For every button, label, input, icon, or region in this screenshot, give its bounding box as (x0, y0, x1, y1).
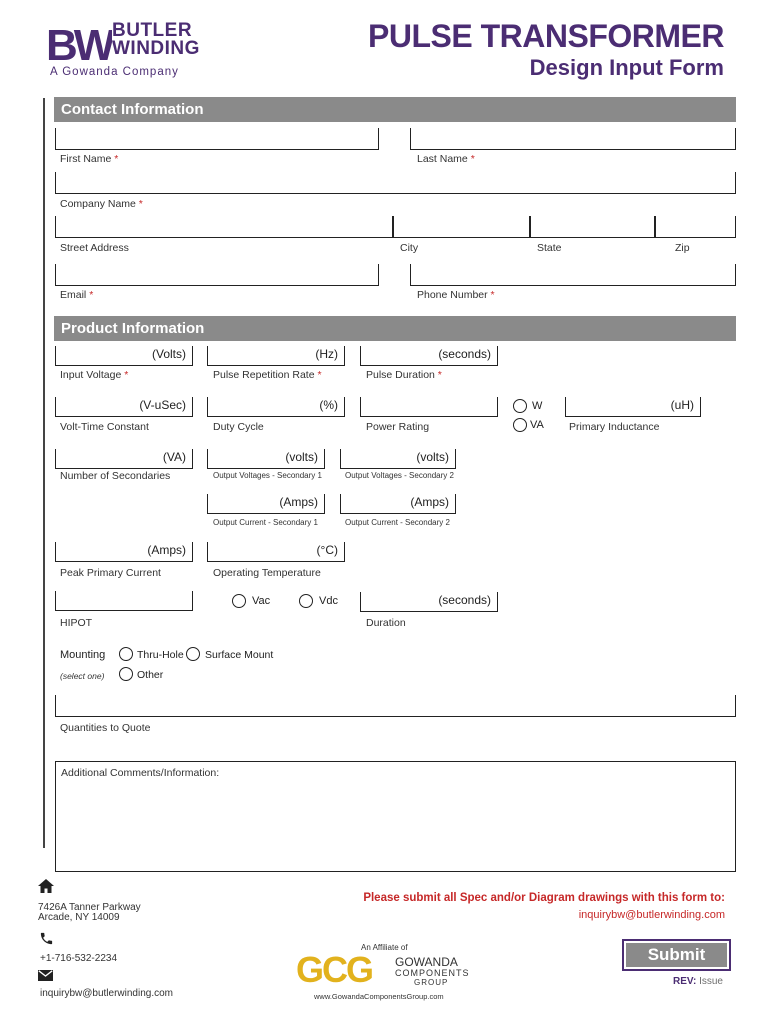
power-w-radio[interactable] (513, 399, 527, 413)
street-address-field[interactable] (55, 216, 393, 238)
city-label: City (400, 242, 419, 254)
power-va-radio[interactable] (513, 418, 527, 432)
power-w-label: W (532, 400, 543, 412)
gcg-logo (296, 949, 476, 992)
state-field[interactable] (530, 216, 655, 238)
last-name-label: Last Name * (417, 153, 475, 165)
mounting-other-radio[interactable] (119, 667, 133, 681)
envelope-icon (38, 970, 53, 981)
power-rating-field[interactable] (360, 397, 498, 417)
power-rating-label: Power Rating (366, 421, 430, 433)
duration-label: Duration (366, 617, 406, 629)
gcg-line3: GROUP (414, 978, 449, 987)
butler-winding-logo (46, 18, 200, 80)
duty-cycle-label: Duty Cycle (213, 421, 264, 433)
pulse-repetition-rate-field[interactable]: (Hz) (207, 346, 345, 366)
submit-email-link[interactable]: inquirybw@butlerwinding.com (578, 909, 725, 921)
revision-label: REV: Issue (672, 976, 723, 987)
mounting-thru-hole-radio[interactable] (119, 647, 133, 661)
input-voltage-field[interactable]: (Volts) (55, 346, 193, 366)
svg-text:BW: BW (46, 21, 112, 66)
first-name-label: First Name * (60, 153, 119, 165)
mounting-label: Mounting (60, 649, 106, 661)
quantities-label: Quantities to Quote (60, 722, 151, 734)
company-name-label: Company Name * (60, 198, 143, 210)
pulse-duration-field[interactable]: (seconds) (360, 346, 498, 366)
operating-temperature-field[interactable]: (°C) (207, 542, 345, 562)
zip-label: Zip (675, 242, 690, 254)
affiliate-label: An Affiliate of (361, 943, 408, 952)
output-voltage-sec2-field[interactable]: (volts) (340, 449, 456, 469)
city-field[interactable] (393, 216, 530, 238)
mounting-other-label: Other (137, 669, 164, 681)
zip-field[interactable] (655, 216, 736, 238)
footer-phone: +1-716-532-2234 (40, 953, 118, 964)
output-current-sec2-field[interactable]: (Amps) (340, 494, 456, 514)
gcg-line2: COMPONENTS (395, 968, 470, 978)
last-name-field[interactable] (410, 128, 736, 150)
hipot-vac-label: Vac (252, 595, 271, 607)
hipot-field[interactable] (55, 591, 193, 611)
duty-cycle-field[interactable]: (%) (207, 397, 345, 417)
output-current-sec1-label: Output Current - Secondary 1 (213, 518, 318, 527)
product-section-heading: Product Information (54, 316, 736, 341)
logo-line1: BUTLER (112, 20, 193, 41)
comments-label: Additional Comments/Information: (61, 767, 220, 779)
mounting-thru-hole-label: Thru-Hole (137, 649, 184, 661)
state-label: State (537, 242, 562, 254)
hipot-vac-radio[interactable] (232, 594, 246, 608)
primary-inductance-field[interactable]: (uH) (565, 397, 701, 417)
home-icon (38, 879, 54, 893)
phone-icon (39, 931, 54, 946)
power-va-label: VA (530, 419, 544, 431)
volt-time-constant-field[interactable]: (V-uSec) (55, 397, 193, 417)
output-current-sec2-label: Output Current - Secondary 2 (345, 518, 450, 527)
output-voltage-sec1-label: Output Voltages - Secondary 1 (213, 471, 322, 480)
phone-number-field[interactable] (410, 264, 736, 286)
hipot-vdc-radio[interactable] (299, 594, 313, 608)
submit-button[interactable] (622, 939, 731, 971)
hipot-vdc-label: Vdc (319, 595, 338, 607)
logo-line2: WINDING (112, 38, 200, 59)
number-of-secondaries-field[interactable]: (VA) (55, 449, 193, 469)
page-title: PULSE TRANSFORMER (368, 18, 724, 54)
gcg-url[interactable]: www.GowandaComponentsGroup.com (314, 992, 444, 1001)
output-voltage-sec2-label: Output Voltages - Secondary 2 (345, 471, 454, 480)
gcg-letters: GCG (296, 949, 373, 990)
volt-time-constant-label: Volt-Time Constant (60, 421, 149, 433)
email-field[interactable] (55, 264, 379, 286)
address-line2: Arcade, NY 14009 (38, 912, 120, 923)
mounting-surface-mount-label: Surface Mount (205, 649, 274, 661)
pulse-duration-label: Pulse Duration * (366, 369, 442, 381)
hipot-label: HIPOT (60, 617, 93, 629)
bw-logo-mark-icon (46, 20, 112, 66)
peak-primary-current-label: Peak Primary Current (60, 567, 161, 579)
footer-email[interactable]: inquirybw@butlerwinding.com (40, 988, 173, 999)
page-subtitle: Design Input Form (529, 55, 724, 80)
peak-primary-current-field[interactable]: (Amps) (55, 542, 193, 562)
submit-button-label: Submit (626, 943, 727, 967)
operating-temperature-label: Operating Temperature (213, 567, 321, 579)
mounting-hint: (select one) (60, 671, 105, 681)
quantities-field[interactable] (55, 695, 736, 717)
left-margin-rule (43, 98, 45, 848)
first-name-field[interactable] (55, 128, 379, 150)
company-name-field[interactable] (55, 172, 736, 194)
logo-tagline: A Gowanda Company (50, 66, 179, 78)
gcg-line1: GOWANDA (395, 955, 458, 969)
pulse-repetition-rate-label: Pulse Repetition Rate * (213, 369, 322, 381)
number-of-secondaries-label: Number of Secondaries (60, 470, 171, 482)
output-voltage-sec1-field[interactable]: (volts) (207, 449, 325, 469)
mounting-surface-mount-radio[interactable] (186, 647, 200, 661)
primary-inductance-label: Primary Inductance (569, 421, 660, 433)
contact-section-heading: Contact Information (54, 97, 736, 122)
email-label: Email * (60, 289, 94, 301)
input-voltage-label: Input Voltage * (60, 369, 129, 381)
duration-field[interactable]: (seconds) (360, 592, 498, 612)
phone-number-label: Phone Number * (417, 289, 495, 301)
submit-instructions: Please submit all Spec and/or Diagram drawings with this form to: (363, 892, 725, 904)
output-current-sec1-field[interactable]: (Amps) (207, 494, 325, 514)
street-address-label: Street Address (60, 242, 129, 254)
address-line1: 7426A Tanner Parkway (38, 902, 141, 913)
